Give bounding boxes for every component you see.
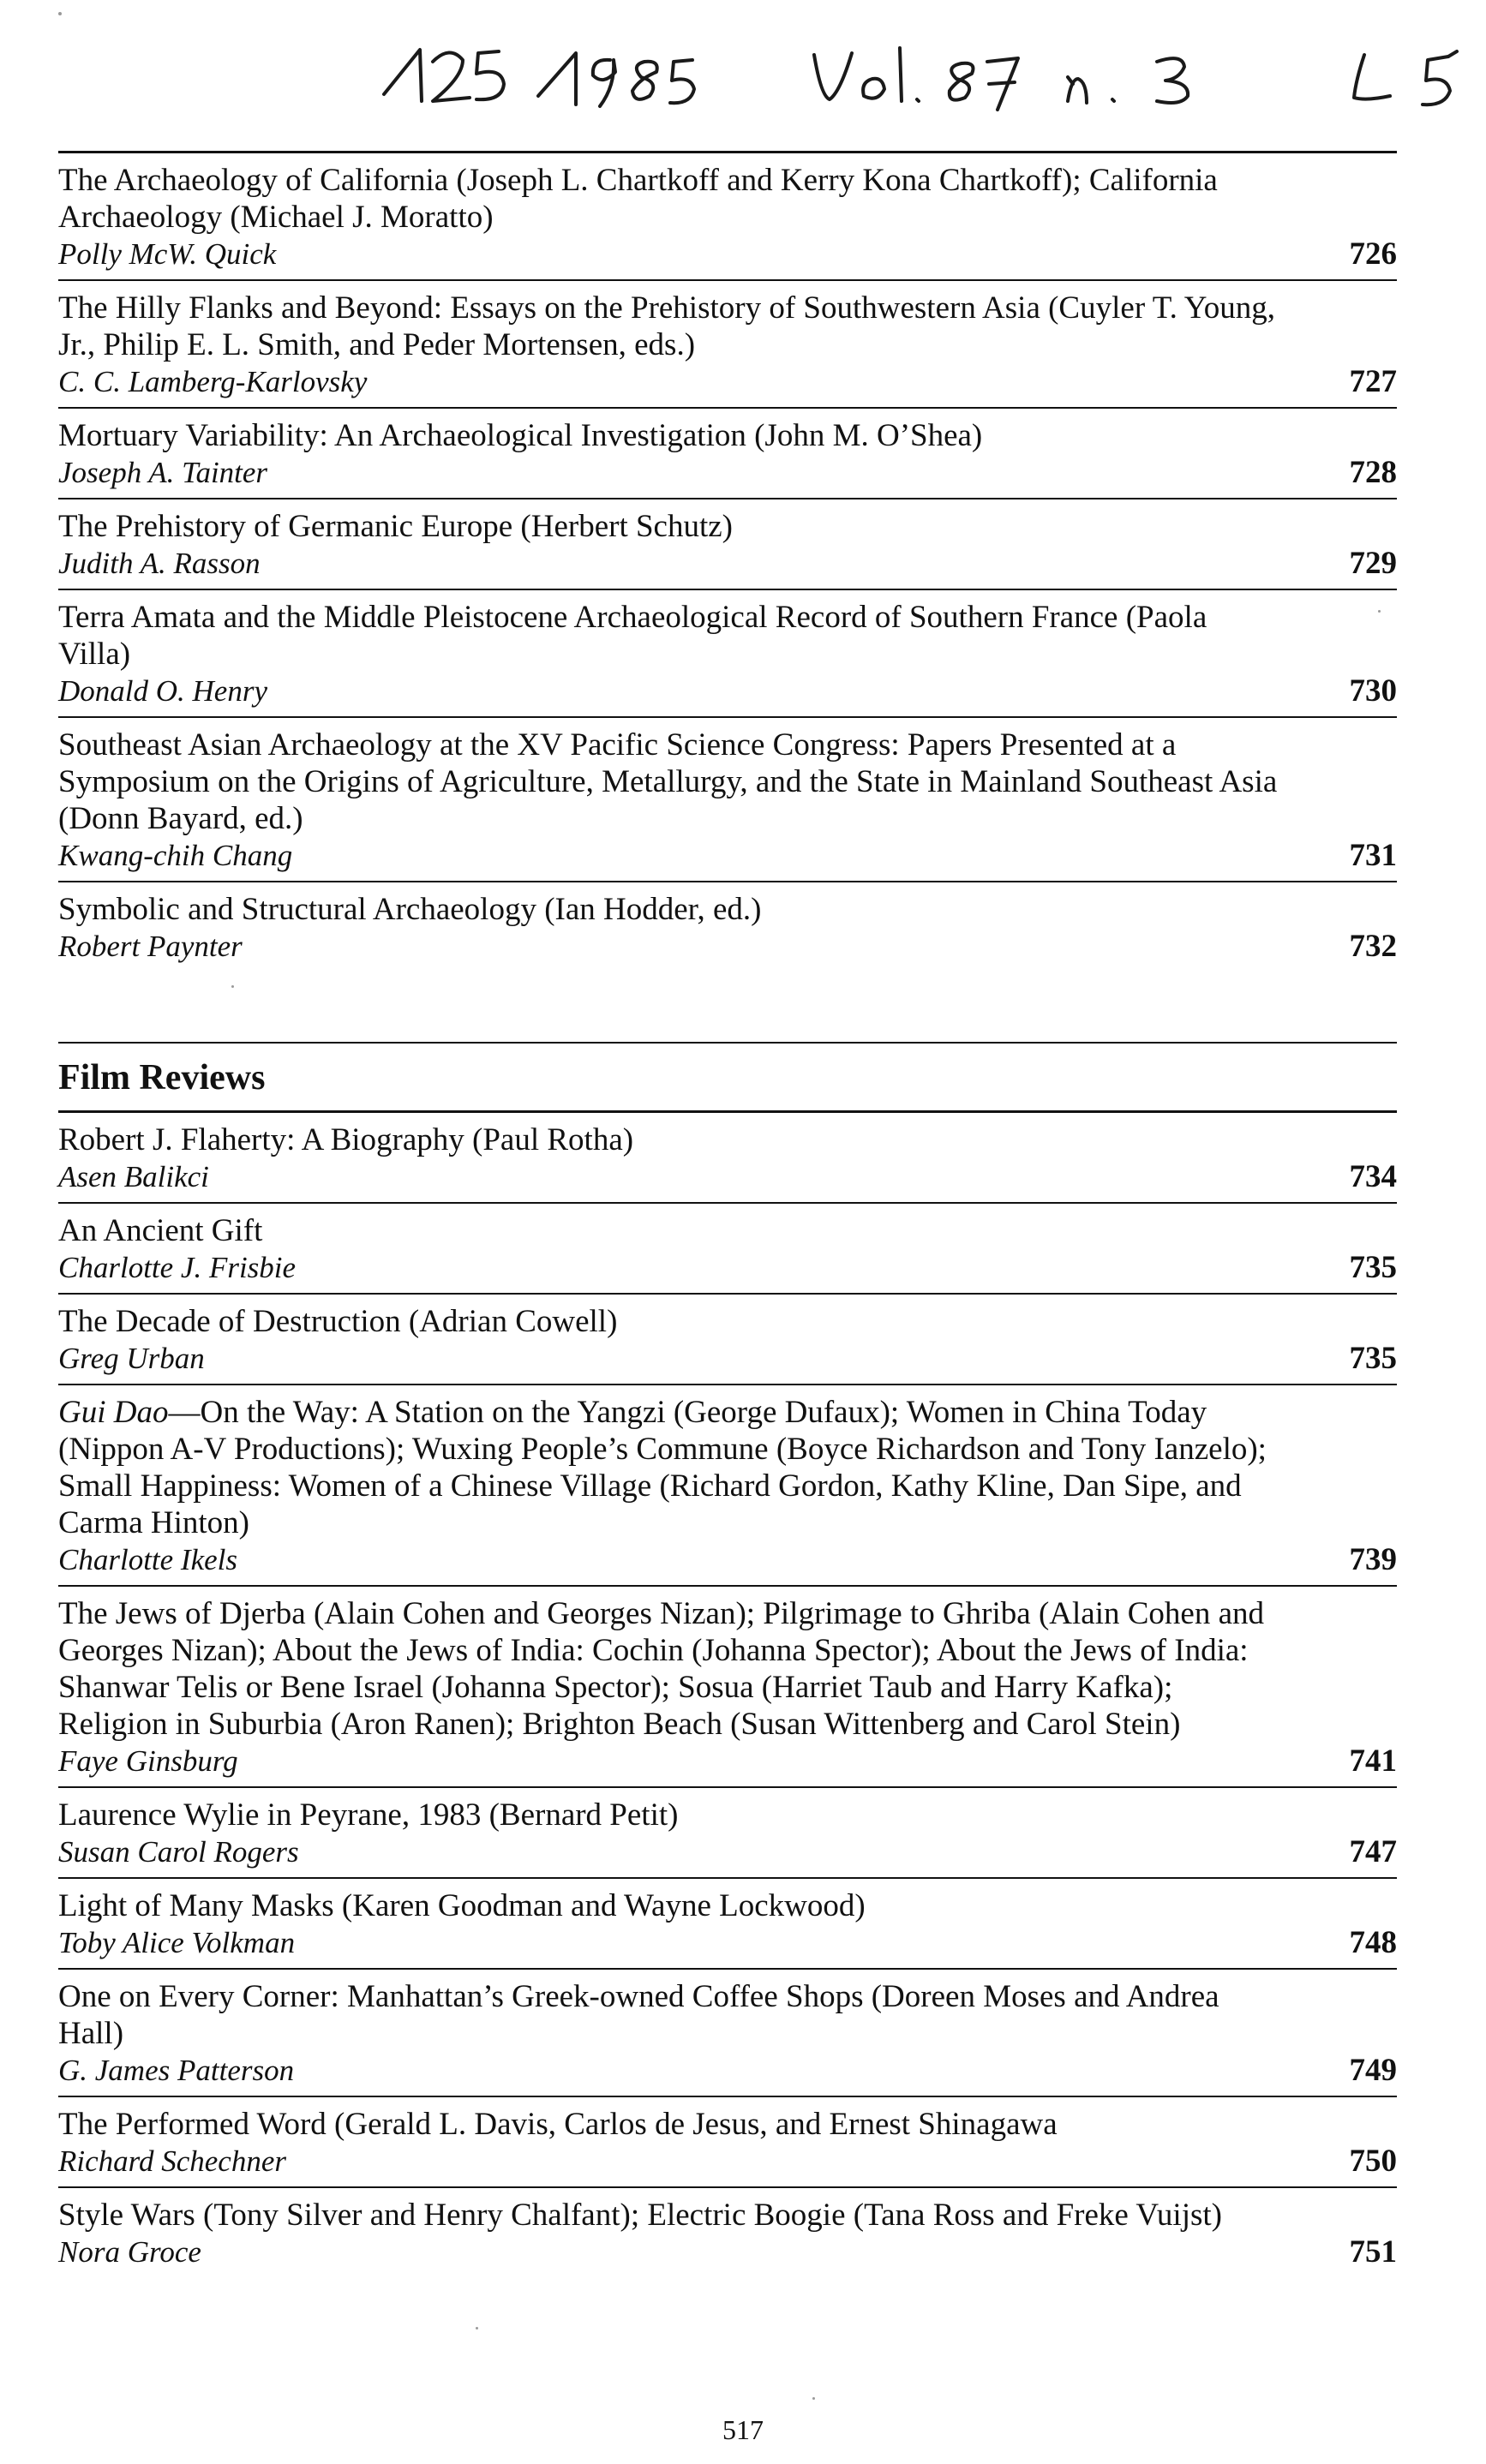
- entry-author-row: [58, 1833, 1397, 1870]
- toc-entry: [58, 1385, 1397, 1585]
- entry-title: [58, 1887, 1397, 1924]
- entry-author-row: [58, 454, 1397, 491]
- toc-entry: [58, 590, 1397, 716]
- entry-author-row: [58, 1249, 1397, 1286]
- scan-speck: [812, 2397, 815, 2400]
- entry-title: [58, 417, 1397, 454]
- toc-entry: [58, 499, 1397, 589]
- entry-reviewer: Nora Groce: [58, 2235, 201, 2269]
- entry-page-number: 728: [1349, 455, 1397, 490]
- film-reviews-list: [58, 1113, 1397, 2277]
- entry-page-number: 731: [1349, 838, 1397, 873]
- entry-title: [58, 508, 1397, 545]
- entry-reviewer: Kwang-chih Chang: [58, 839, 293, 872]
- entry-page-number: 739: [1349, 1542, 1397, 1577]
- entry-author-row: [58, 837, 1397, 874]
- entry-author-row: [58, 545, 1397, 582]
- entry-title: [58, 1797, 1397, 1833]
- toc-entry: [58, 2188, 1397, 2277]
- entry-reviewer: Judith A. Rasson: [58, 547, 261, 580]
- entry-reviewer: Susan Carol Rogers: [58, 1835, 299, 1869]
- entry-title: [58, 1212, 1397, 1249]
- entry-page-number: 741: [1349, 1743, 1397, 1779]
- entry-reviewer: Robert Paynter: [58, 930, 243, 963]
- entry-title: [58, 599, 1397, 673]
- entry-reviewer: Asen Balikci: [58, 1160, 209, 1193]
- entry-page-number: 730: [1349, 673, 1397, 709]
- entry-title-text: The Prehistory of Germanic Europe (Herbert Schutz): [58, 509, 733, 544]
- page-number: 517: [722, 2414, 764, 2445]
- entry-page-number: 749: [1349, 2053, 1397, 2088]
- scan-speck: [476, 2327, 478, 2329]
- entry-reviewer: Donald O. Henry: [58, 674, 267, 708]
- entry-author-row: [58, 1541, 1397, 1578]
- toc-entry: [58, 1879, 1397, 1968]
- entry-author-row: [58, 928, 1397, 965]
- entry-reviewer: Toby Alice Volkman: [58, 1926, 296, 1959]
- entry-title-text: One on Every Corner: Manhattan’s Greek-owned Coffee Shops (Doreen Moses and Andrea Hall): [58, 1979, 1219, 2051]
- entry-page-number: 747: [1349, 1834, 1397, 1869]
- entry-title-text: An Ancient Gift: [58, 1213, 263, 1248]
- entry-author-row: [58, 2143, 1397, 2180]
- entry-reviewer: Greg Urban: [58, 1342, 205, 1375]
- entry-author-row: [58, 1158, 1397, 1195]
- entry-page-number: 734: [1349, 1159, 1397, 1194]
- entry-reviewer: Polly McW. Quick: [58, 237, 277, 271]
- toc-entry: [58, 2097, 1397, 2186]
- entry-title: [58, 1978, 1397, 2052]
- entry-title-text: The Decade of Destruction (Adrian Cowell): [58, 1304, 618, 1339]
- entry-title: [58, 1303, 1397, 1340]
- toc-entry: [58, 1587, 1397, 1786]
- entry-author-row: [58, 1743, 1397, 1779]
- entry-title-text: The Jews of Djerba (Alain Cohen and Georges Nizan); Pilgrimage to Ghriba (Alain Cohen and Georges Nizan); About the Jews of India: Cochin (Johanna Spector); About the Jews of India: Shanwar Telis or Bene Israel (Johanna Spector); Sosua (Harriet Taub and Harry Kafka); Religion in Suburbia (Aron Ranen); Brighton Beach (Susan Wittenberg and Carol Stein): [58, 1596, 1264, 1742]
- book-reviews-list: [58, 151, 1397, 972]
- section-gap: [58, 972, 1397, 1042]
- entry-title-text: Terra Amata and the Middle Pleistocene Archaeological Record of Southern France (Paola Villa): [58, 600, 1207, 672]
- toc-entry: [58, 153, 1397, 279]
- entry-author-row: [58, 236, 1397, 272]
- entry-page-number: 751: [1349, 2234, 1397, 2270]
- toc-entry: [58, 718, 1397, 881]
- entry-page-number: 735: [1349, 1341, 1397, 1376]
- entry-author-row: [58, 2234, 1397, 2270]
- toc-entry: [58, 409, 1397, 498]
- entry-reviewer: Faye Ginsburg: [58, 1744, 238, 1778]
- entry-title-text: Laurence Wylie in Peyrane, 1983 (Bernard Petit): [58, 1797, 679, 1833]
- entry-title: [58, 2197, 1397, 2234]
- entry-title: [58, 162, 1397, 236]
- entry-title: [58, 1121, 1397, 1158]
- entry-reviewer: Joseph A. Tainter: [58, 456, 268, 489]
- toc-entry: [58, 1113, 1397, 1202]
- entry-title: [58, 1595, 1397, 1743]
- entry-author-row: [58, 1924, 1397, 1961]
- entry-title-text: Robert J. Flaherty: A Biography (Paul Rotha): [58, 1122, 634, 1157]
- entry-title: [58, 2106, 1397, 2143]
- entry-title-text: Light of Many Masks (Karen Goodman and Wayne Lockwood): [58, 1888, 866, 1923]
- toc-entry: [58, 882, 1397, 972]
- toc-entry: [58, 1295, 1397, 1384]
- entry-title-text: Southeast Asian Archaeology at the XV Pacific Science Congress: Papers Presented at a Symposium on the Origins of Agriculture, Metallurgy, and the State in Mainland Southeast Asia (Donn Bayard, ed.): [58, 727, 1278, 836]
- entry-title-italic: Gui Dao: [58, 1395, 169, 1430]
- entry-title-text: Mortuary Variability: An Archaeological Investigation (John M. O’Shea): [58, 418, 983, 453]
- entry-reviewer: Charlotte Ikels: [58, 1543, 237, 1576]
- entry-title-text: The Hilly Flanks and Beyond: Essays on the Prehistory of Southwestern Asia (Cuyler T. Young, Jr., Philip E. L. Smith, and Peder Mortensen, eds.): [58, 290, 1275, 362]
- table-of-contents: [58, 151, 1397, 2277]
- entry-title-text: The Archaeology of California (Joseph L. Chartkoff and Kerry Kona Chartkoff); California Archaeology (Michael J. Moratto): [58, 163, 1218, 235]
- entry-author-row: [58, 363, 1397, 400]
- entry-title-text: The Performed Word (Gerald L. Davis, Carlos de Jesus, and Ernest Shinagawa: [58, 2107, 1058, 2142]
- entry-title-text: —On the Way: A Station on the Yangzi (George Dufaux); Women in China Today (Nippon A-V Productions); Wuxing People’s Commune (Boyce Richardson and Tony Ianzelo); Small Happiness: Women of a Chinese Village (Richard Gordon, Kathy Kline, Dan Sipe, and Carma Hinton): [58, 1395, 1267, 1540]
- handwritten-annotation: [0, 0, 1486, 129]
- entry-page-number: 735: [1349, 1250, 1397, 1285]
- entry-author-row: [58, 1340, 1397, 1377]
- entry-author-row: [58, 673, 1397, 709]
- toc-entry: [58, 1970, 1397, 2096]
- entry-reviewer: Charlotte J. Frisbie: [58, 1251, 297, 1284]
- entry-page-number: 748: [1349, 1925, 1397, 1960]
- entry-title: [58, 727, 1397, 837]
- entry-title: [58, 290, 1397, 363]
- toc-entry: [58, 1204, 1397, 1293]
- entry-page-number: 732: [1349, 929, 1397, 964]
- entry-title-text: Symbolic and Structural Archaeology (Ian Hodder, ed.): [58, 892, 762, 927]
- entry-page-number: 729: [1349, 546, 1397, 581]
- entry-page-number: 727: [1349, 364, 1397, 399]
- section-heading-film-reviews: Film Reviews: [58, 1058, 266, 1097]
- entry-reviewer: G. James Patterson: [58, 2054, 295, 2087]
- entry-page-number: 726: [1349, 236, 1397, 272]
- toc-entry: [58, 1788, 1397, 1877]
- scan-speck: [58, 12, 62, 15]
- entry-title: [58, 1394, 1397, 1541]
- entry-author-row: [58, 2052, 1397, 2089]
- entry-reviewer: C. C. Lamberg-Karlovsky: [58, 365, 368, 398]
- toc-entry: [58, 281, 1397, 407]
- entry-title: [58, 891, 1397, 928]
- entry-page-number: 750: [1349, 2144, 1397, 2179]
- entry-reviewer: Richard Schechner: [58, 2144, 286, 2178]
- entry-title-text: Style Wars (Tony Silver and Henry Chalfant); Electric Boogie (Tana Ross and Freke Vuijst): [58, 2198, 1222, 2233]
